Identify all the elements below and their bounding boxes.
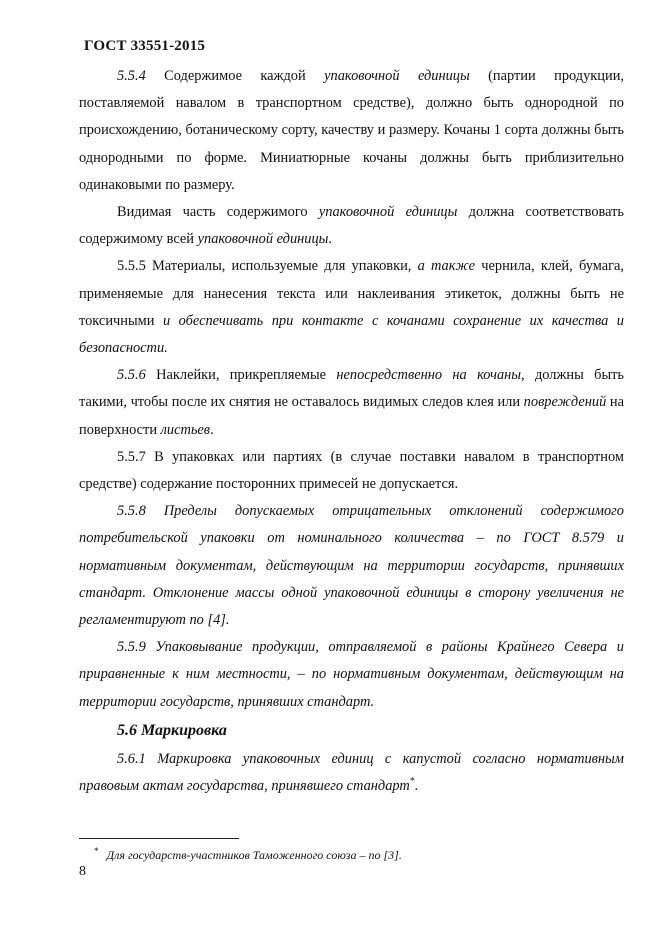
section-paragraph-text: 5.6.1 Маркировка упаковочных единиц с капустой согласно нормативным правовым актам государства, принявшего стандарт: [79, 750, 624, 795]
footnote-text: Для государств-участников Таможенного союза – по [3].: [106, 848, 402, 862]
paragraph-run: должна соответствовать содержимому всей: [79, 204, 624, 248]
paragraph-run: 5.5.6: [117, 367, 146, 384]
document-header: ГОСТ 33551-2015: [84, 38, 206, 54]
page-number: 8: [79, 864, 86, 879]
paragraph-run: на поверхности: [79, 394, 624, 438]
section-paragraph: [79, 746, 624, 800]
paragraph-run: Видимая часть содержимого: [117, 204, 319, 221]
paragraph-run: .: [210, 421, 214, 438]
paragraph: [79, 362, 624, 444]
paragraph-run: (партии продукции, поставляемой навалом в транспортном средстве), должно быть однородной по происхождению, ботаническому сорту, качеству и размеру. Кочаны 1 сорта должны быть однородными по форме. Миниатюрные кочаны должны быть приблизительно одинаковыми по размеру.: [79, 68, 624, 193]
paragraph-run: повреждений: [523, 394, 607, 411]
footnote-marker: *: [94, 846, 99, 856]
paragraph-run: 5.5.4: [117, 68, 146, 84]
paragraph-run: непосредственно на кочаны: [336, 367, 522, 384]
footnote-divider: [79, 838, 239, 839]
paragraph: [79, 444, 624, 498]
paragraph: [79, 498, 624, 634]
footnote-reference: *: [409, 776, 415, 788]
paragraph: [79, 199, 624, 253]
paragraph: [79, 634, 624, 716]
section-paragraph-end: .: [414, 778, 419, 795]
paragraph-run: 5.5.8 Пределы допускаемых отрицательных отклонений содержимого потребительской упаковки от номинального количества – по ГОСТ 8.579 и нормативным документам, действующим на территории государств, принявших стандарт. Отклонение массы одной упаковочной единицы в сторону увеличения не регламентируют по [4].: [79, 503, 624, 629]
footnote: [94, 846, 402, 863]
paragraph-run: .: [328, 231, 333, 248]
paragraph-run: листьев: [160, 421, 211, 438]
paragraph-run: упаковочной единицы: [324, 68, 470, 84]
paragraph-run: упаковочной единицы: [197, 231, 329, 248]
page-body: [79, 63, 624, 800]
paragraph-run: чернила, клей, бумага, применяемые для нанесения текста или наклеивания этикеток, должны быть не токсичными: [79, 258, 625, 329]
paragraph-run: упаковочной единицы: [318, 204, 458, 221]
paragraph-run: Содержимое каждой: [145, 68, 325, 84]
paragraph: [79, 253, 624, 362]
paragraph-run: 5.5.7 В упаковках или партиях (в случае поставки навалом в транспортном средстве) содержание посторонних примесей не допускается.: [79, 448, 624, 493]
paragraph-run: Наклейки, прикрепляемые: [145, 367, 337, 384]
paragraph: [79, 63, 624, 199]
paragraph-run: 5.5.9 Упаковывание продукции, отправляемой в районы Крайнего Севера и приравненные к ним местности, – по нормативным документам, действующим на территории государств, принявших стандарт.: [79, 639, 624, 710]
paragraph-run: , должны быть такими, чтобы после их снятия не оставалось видимых следов клея или: [79, 367, 624, 411]
paragraph-run: и обеспечивать при контакте с кочанами сохранение их качества и безопасности.: [79, 312, 624, 357]
paragraph-run: 5.5.5 Материалы, используемые для упаковки: [117, 258, 408, 275]
section-heading: 5.6 Маркировка: [117, 721, 227, 739]
paragraph-run: , а также: [407, 258, 476, 275]
paragraph-list: [79, 63, 624, 716]
